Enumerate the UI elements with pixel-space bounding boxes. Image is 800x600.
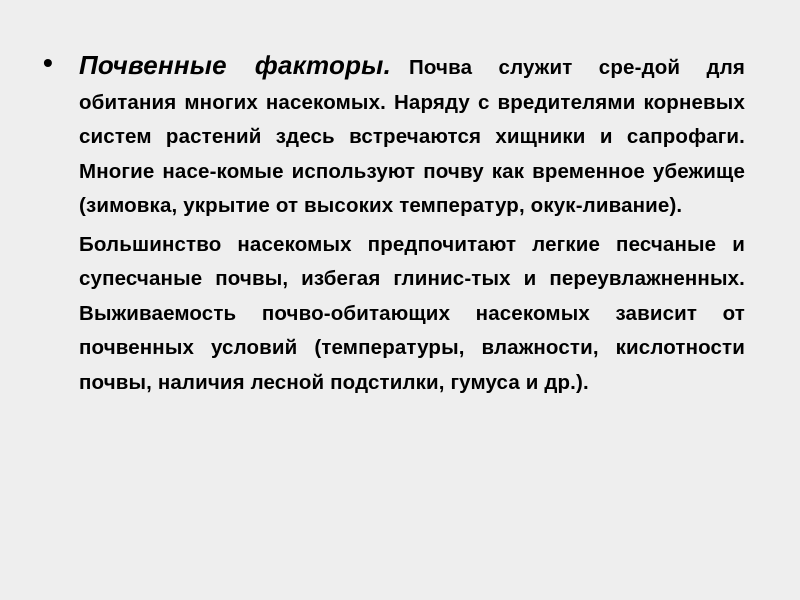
bullet-item [43,47,745,400]
paragraph-2: Большинство насекомых предпочитают легкие песчаные и супесчаные почвы, избегая глинис-тых и переувлажненных. Выживаемость почво-обитающих насекомых зависит от почвенных условий (температуры, влажности, кислотности почвы, наличия лесной подстилки, гумуса и др.). [79,232,745,394]
bullet-marker: • [43,47,53,78]
heading: Почвенные факторы. [79,50,392,80]
paragraph-1 [79,48,745,224]
paragraph-1-text: Почва служит сре-дой для обитания многих насекомых. Наряду с вредителями корневых систем растений здесь встречаются хищники и сапрофаги. Многие насе-комые используют почву как временное убежище (зимовка, укрытие от высоких температур, окук-ливание). [79,56,745,217]
